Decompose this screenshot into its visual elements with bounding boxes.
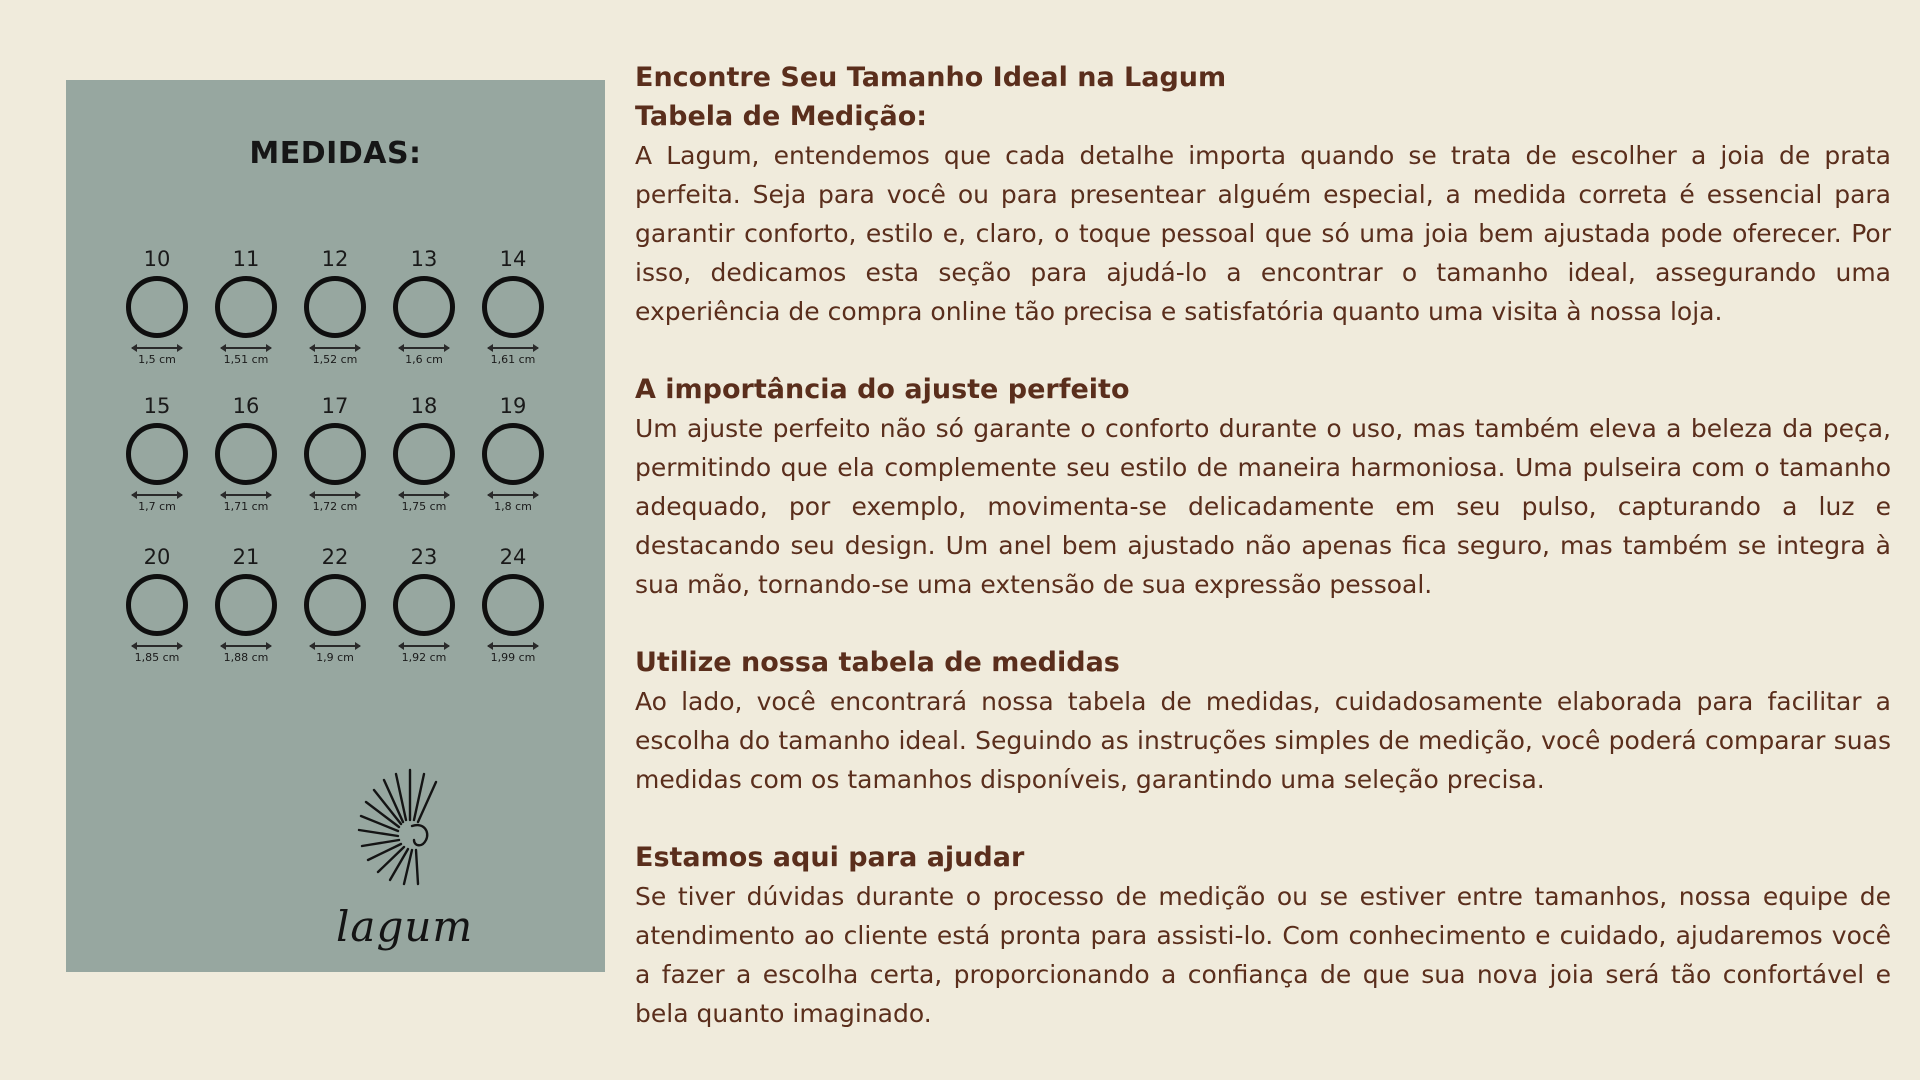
diameter-arrow-icon bbox=[487, 642, 539, 650]
size-diameter: 1,72 cm bbox=[312, 500, 358, 513]
ring-size-23 bbox=[380, 544, 468, 664]
size-number: 13 bbox=[410, 247, 438, 271]
section-body-help: Se tiver dúvidas durante o processo de medição ou se estiver entre tamanhos, nossa equipe de atendimento ao cliente está pronta para assisti-lo. Com conhecimento e cuidado, ajudaremos você a fazer a escolha certa, proporcionando a confiança de que sua nova joia será tão confortável e bela quanto imaginado. bbox=[635, 882, 1891, 1028]
section-heading-help: Estamos aqui para ajudar bbox=[635, 842, 1025, 873]
content-panel bbox=[635, 58, 1891, 1033]
size-number: 14 bbox=[499, 247, 527, 271]
size-diameter: 1,71 cm bbox=[223, 500, 269, 513]
ring-circle-icon bbox=[215, 574, 277, 636]
size-diameter: 1,99 cm bbox=[490, 651, 536, 664]
section-body-fit: Um ajuste perfeito não só garante o conforto durante o uso, mas também eleva a beleza da peça, permitindo que ela complemente seu estilo de maneira harmoniosa. Uma pulseira com o tamanho adequado, por exemplo, movimenta-se delicadamente em seu pulso, capturando a luz e destacando seu design. Um anel bem ajustado não apenas fica seguro, mas também se integra à sua mão, tornando-se uma extensão de sua expressão pessoal. bbox=[635, 414, 1891, 599]
ring-size-16 bbox=[202, 393, 290, 513]
size-number: 21 bbox=[232, 545, 260, 569]
diameter-arrow-icon bbox=[487, 491, 539, 499]
ring-circle-icon bbox=[126, 276, 188, 338]
chart-title: MEDIDAS: bbox=[249, 136, 422, 171]
size-number: 18 bbox=[410, 394, 438, 418]
ring-circle-icon bbox=[304, 276, 366, 338]
size-number: 24 bbox=[499, 545, 527, 569]
diameter-arrow-icon bbox=[220, 491, 272, 499]
size-number: 17 bbox=[321, 394, 349, 418]
diameter-arrow-icon bbox=[220, 344, 272, 352]
ring-size-21 bbox=[202, 544, 290, 664]
size-number: 19 bbox=[499, 394, 527, 418]
ring-circle-icon bbox=[215, 423, 277, 485]
size-diameter: 1,61 cm bbox=[490, 353, 536, 366]
ring-size-19 bbox=[469, 393, 557, 513]
size-number: 22 bbox=[321, 545, 349, 569]
size-number: 23 bbox=[410, 545, 438, 569]
size-number: 15 bbox=[143, 394, 171, 418]
size-number: 11 bbox=[232, 247, 260, 271]
ring-circle-icon bbox=[304, 574, 366, 636]
intro-paragraph: A Lagum, entendemos que cada detalhe importa quando se trata de escolher a joia de prata perfeita. Seja para você ou para presentear alguém especial, a medida correta é essencial para garantir conforto, estilo e, claro, o toque pessoal que só uma joia bem ajustada pode oferecer. Por isso, dedicamos esta seção para ajudá-lo a encontrar o tamanho ideal, assegurando uma experiência de compra online tão precisa e satisfatória quanto uma visita à nossa loja. bbox=[635, 141, 1891, 326]
lagum-logo-icon bbox=[326, 760, 486, 1000]
ring-size-24 bbox=[469, 544, 557, 664]
ring-circle-icon bbox=[393, 574, 455, 636]
size-diameter: 1,75 cm bbox=[401, 500, 447, 513]
diameter-arrow-icon bbox=[309, 344, 361, 352]
section-heading-table: Utilize nossa tabela de medidas bbox=[635, 647, 1120, 678]
size-number: 10 bbox=[143, 247, 171, 271]
diameter-arrow-icon bbox=[131, 491, 183, 499]
size-diameter: 1,9 cm bbox=[316, 651, 354, 664]
size-diameter: 1,6 cm bbox=[405, 353, 443, 366]
ring-size-18 bbox=[380, 393, 468, 513]
ring-size-12 bbox=[291, 246, 379, 366]
size-diameter: 1,92 cm bbox=[401, 651, 447, 664]
logo-wordmark: lagum bbox=[336, 902, 474, 951]
ring-size-10 bbox=[113, 246, 201, 366]
ring-size-22 bbox=[291, 544, 379, 664]
diameter-arrow-icon bbox=[398, 491, 450, 499]
section-subtitle: Tabela de Medição: bbox=[635, 101, 928, 132]
diameter-arrow-icon bbox=[398, 642, 450, 650]
ring-circle-icon bbox=[126, 574, 188, 636]
ring-circle-icon bbox=[482, 423, 544, 485]
size-number: 12 bbox=[321, 247, 349, 271]
size-diameter: 1,52 cm bbox=[312, 353, 358, 366]
ring-circle-icon bbox=[482, 276, 544, 338]
ring-circle-icon bbox=[393, 423, 455, 485]
section-heading-fit: A importância do ajuste perfeito bbox=[635, 374, 1130, 405]
diameter-arrow-icon bbox=[398, 344, 450, 352]
ring-size-17 bbox=[291, 393, 379, 513]
size-diameter: 1,85 cm bbox=[134, 651, 180, 664]
ring-size-14 bbox=[469, 246, 557, 366]
diameter-arrow-icon bbox=[487, 344, 539, 352]
ring-size-15 bbox=[113, 393, 201, 513]
ring-circle-icon bbox=[393, 276, 455, 338]
size-diameter: 1,88 cm bbox=[223, 651, 269, 664]
size-diameter: 1,7 cm bbox=[138, 500, 176, 513]
page-title: Encontre Seu Tamanho Ideal na Lagum bbox=[635, 62, 1227, 93]
ring-circle-icon bbox=[304, 423, 366, 485]
ring-circle-icon bbox=[126, 423, 188, 485]
size-number: 16 bbox=[232, 394, 260, 418]
size-number: 20 bbox=[143, 545, 171, 569]
section-body-table: Ao lado, você encontrará nossa tabela de medidas, cuidadosamente elaborada para facilitar a escolha do tamanho ideal. Seguindo as instruções simples de medição, você poderá comparar suas medidas com os tamanhos disponíveis, garantindo uma seleção precisa. bbox=[635, 687, 1891, 794]
diameter-arrow-icon bbox=[220, 642, 272, 650]
diameter-arrow-icon bbox=[131, 642, 183, 650]
diameter-arrow-icon bbox=[131, 344, 183, 352]
ring-size-13 bbox=[380, 246, 468, 366]
ring-circle-icon bbox=[482, 574, 544, 636]
size-diameter: 1,8 cm bbox=[494, 500, 532, 513]
diameter-arrow-icon bbox=[309, 491, 361, 499]
size-chart-card bbox=[66, 80, 605, 972]
size-diameter: 1,51 cm bbox=[223, 353, 269, 366]
ring-size-20 bbox=[113, 544, 201, 664]
size-diameter: 1,5 cm bbox=[138, 353, 176, 366]
ring-circle-icon bbox=[215, 276, 277, 338]
diameter-arrow-icon bbox=[309, 642, 361, 650]
ring-size-11 bbox=[202, 246, 290, 366]
